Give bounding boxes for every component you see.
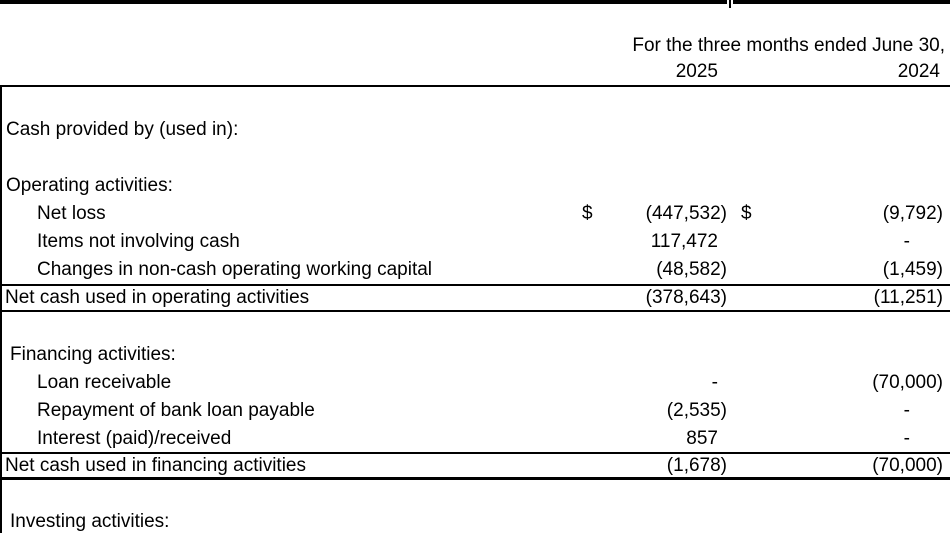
row-label: Net cash used in operating activities [5, 287, 310, 308]
value-cell-2025 [578, 480, 730, 508]
value-cell-2025 [578, 341, 730, 369]
value-cell-2025 [578, 256, 730, 284]
value-cell-2024 [730, 172, 950, 200]
value-cell-2024 [730, 397, 950, 425]
row-label: Items not involving cash [37, 231, 240, 252]
value-cell-2025 [578, 87, 730, 116]
cell-value: (1,678) [666, 454, 727, 476]
cell-value: (2,535) [666, 400, 727, 421]
value-cell-2025 [578, 228, 730, 256]
table-row-blank [0, 312, 950, 341]
cell-value: - [711, 372, 718, 393]
cell-value: 117,472 [650, 231, 718, 252]
cell-value: - [903, 231, 910, 252]
value-cell-2025 [578, 172, 730, 200]
column-header-2024: 2024 [897, 61, 940, 82]
table-row-interest-paid-received [0, 425, 950, 454]
table-row-items-not-involving-cash [0, 228, 950, 256]
value-cell-2024 [730, 116, 950, 144]
value-cell-2024 [730, 200, 950, 228]
value-cell-2025 [578, 425, 730, 452]
table-row-net-loss [0, 200, 950, 228]
row-label: Cash provided by (used in): [6, 119, 239, 140]
table-row-changes-working-capital [0, 256, 950, 286]
table-row-blank [0, 87, 950, 116]
table-row-blank [0, 144, 950, 172]
row-label: Net cash used in financing activities [5, 454, 306, 476]
table-body [0, 87, 950, 533]
value-cell-2024 [730, 508, 950, 533]
row-label: Loan receivable [37, 372, 172, 393]
value-cell-2025 [578, 397, 730, 425]
cell-value: (447,532) [645, 203, 727, 224]
value-cell-2024 [730, 480, 950, 508]
row-label: Financing activities: [10, 344, 176, 365]
cell-value: (378,643) [645, 287, 727, 308]
cell-value: - [903, 400, 910, 421]
period-title: For the three months ended June 30, [632, 35, 945, 56]
row-label: Operating activities: [6, 175, 173, 196]
value-cell-2024 [730, 286, 950, 310]
value-cell-2024 [730, 144, 950, 172]
value-cell-2024 [730, 256, 950, 284]
table-row-investing-header [0, 508, 950, 533]
value-cell-2025 [578, 369, 730, 397]
value-cell-2024 [730, 87, 950, 116]
currency-symbol: $ [741, 203, 752, 224]
cell-value: (11,251) [873, 287, 943, 308]
cell-value: (9,792) [882, 203, 943, 224]
cell-value: (70,000) [872, 454, 943, 476]
table-row-net-cash-financing [0, 454, 950, 480]
column-header-2025: 2025 [675, 61, 718, 82]
row-label: Changes in non-cash operating working capital [37, 259, 433, 280]
row-label: Investing activities: [10, 511, 170, 532]
value-cell-2024 [730, 312, 950, 341]
cell-value: 857 [686, 427, 718, 449]
value-cell-2025 [578, 200, 730, 228]
table-row-cash-provided [0, 116, 950, 144]
table-row-loan-receivable [0, 369, 950, 397]
cell-value: (48,582) [656, 259, 727, 280]
value-cell-2024 [730, 454, 950, 477]
table-row-net-cash-operating [0, 286, 950, 312]
row-label: Net loss [37, 203, 106, 224]
table-row-repayment-bank-loan [0, 397, 950, 425]
row-label: Interest (paid)/received [37, 427, 232, 449]
value-cell-2025 [578, 286, 730, 310]
value-cell-2024 [730, 228, 950, 256]
table-row-financing-header [0, 341, 950, 369]
cell-value: (1,459) [882, 259, 943, 280]
table-row-operating-header [0, 172, 950, 200]
value-cell-2024 [730, 425, 950, 452]
cell-value: - [903, 427, 910, 449]
value-cell-2025 [578, 312, 730, 341]
value-cell-2025 [578, 508, 730, 533]
value-cell-2024 [730, 369, 950, 397]
value-cell-2025 [578, 454, 730, 477]
cell-value: (70,000) [872, 372, 943, 393]
value-cell-2025 [578, 116, 730, 144]
value-cell-2024 [730, 341, 950, 369]
table-row-blank [0, 480, 950, 508]
table-header [0, 4, 950, 87]
currency-symbol: $ [582, 203, 593, 224]
row-label: Repayment of bank loan payable [37, 400, 315, 421]
value-cell-2025 [578, 144, 730, 172]
